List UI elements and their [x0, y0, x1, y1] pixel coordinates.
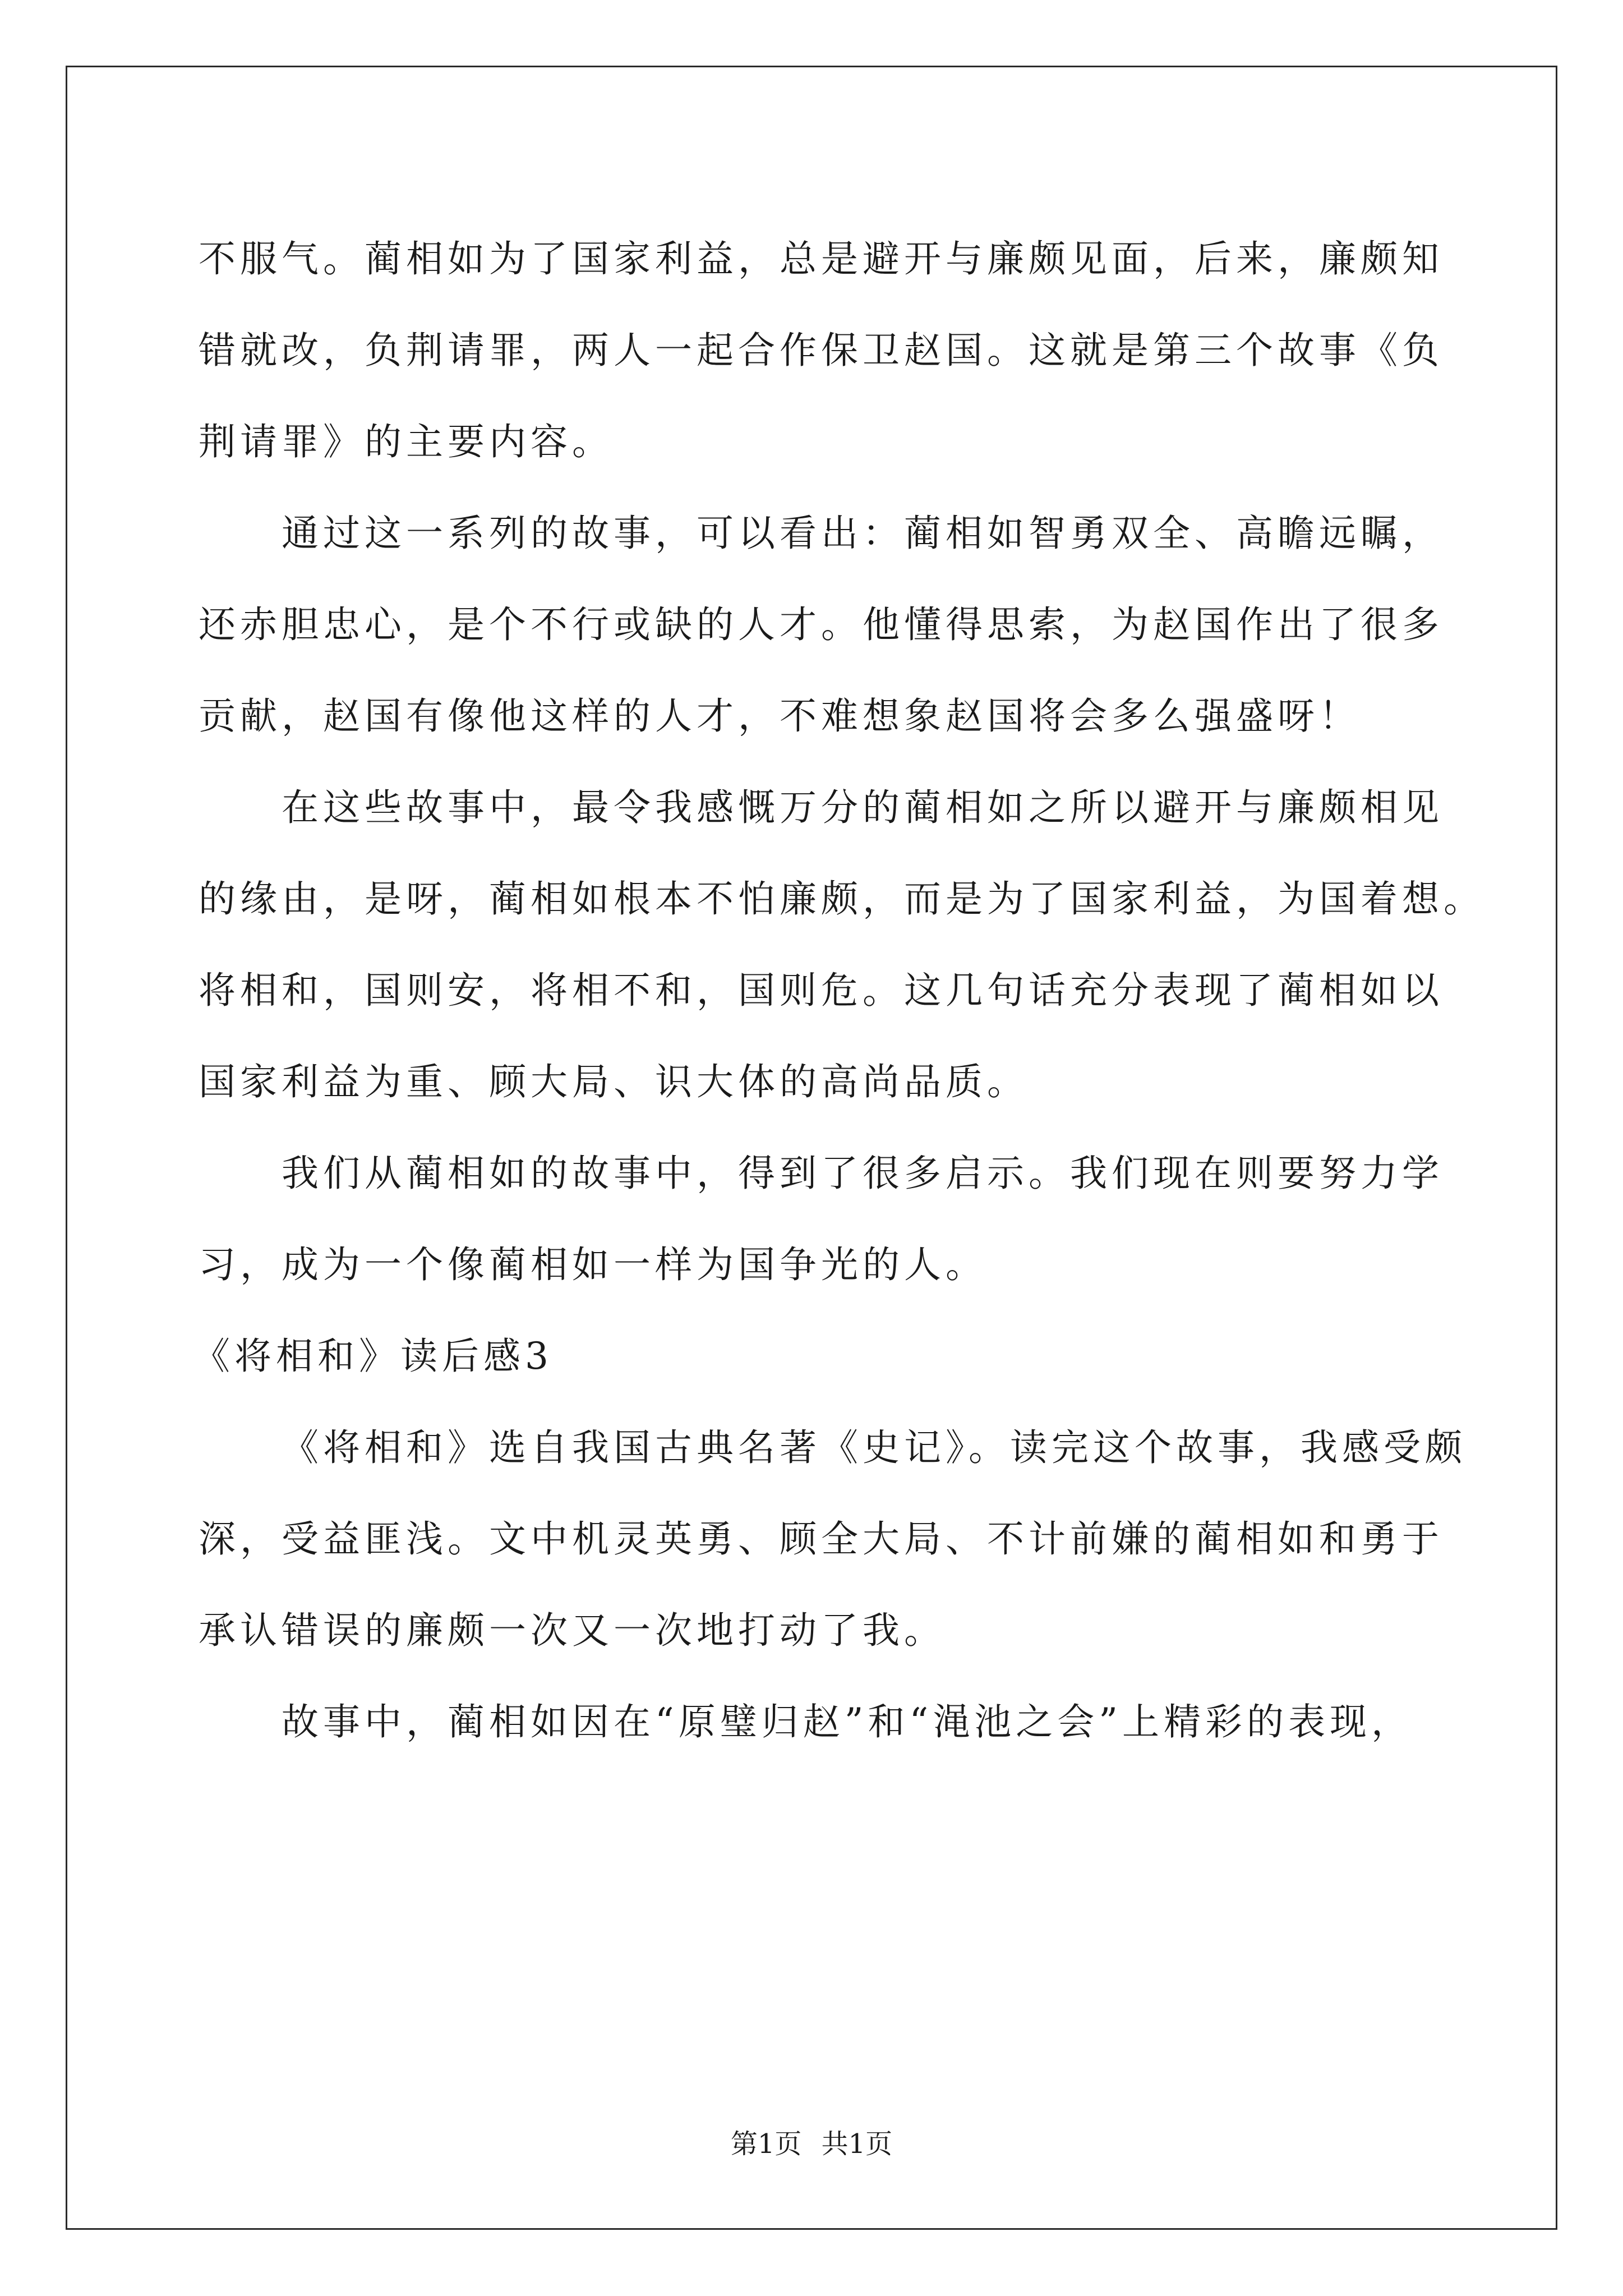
paragraph-start-line: 我们从蔺相如的故事中，得到了很多启示。我们现在则要努力学	[282, 1152, 1444, 1195]
paragraph-start-line: 通过这一系列的故事，可以看出：蔺相如智勇双全、高瞻远瞩，	[282, 512, 1444, 555]
text-line: 承认错误的廉颇一次又一次地打动了我。	[199, 1609, 946, 1652]
page-number: 第1页	[730, 2128, 802, 2160]
page-total: 共1页	[821, 2128, 893, 2160]
text-line: 国家利益为重、顾大局、识大体的高尚品质。	[199, 1060, 1029, 1103]
text-line: 错就改，负荆请罪，两人一起合作保卫赵国。这就是第三个故事《负	[199, 329, 1444, 372]
text-line: 还赤胆忠心，是个不行或缺的人才。他懂得思索，为赵国作出了很多	[199, 603, 1444, 646]
text-line: 习，成为一个像蔺相如一样为国争光的人。	[199, 1243, 987, 1286]
text-line: 荆请罪》的主要内容。	[199, 420, 614, 463]
text-line: 深，受益匪浅。文中机灵英勇、顾全大局、不计前嫌的蔺相如和勇于	[199, 1517, 1444, 1561]
text-line: 贡献，赵国有像他这样的人才，不难想象赵国将会多么强盛呀！	[199, 694, 1361, 738]
paragraph-start-line: 《将相和》选自我国古典名著《史记》。读完这个故事，我感受颇	[282, 1426, 1467, 1469]
text-line: 不服气。蔺相如为了国家利益，总是避开与廉颇见面，后来，廉颇知	[199, 237, 1444, 280]
text-line: 将相和，国则安，将相不和，国则危。这几句话充分表现了蔺相如以	[199, 969, 1444, 1012]
text-line: 的缘由，是呀，蔺相如根本不怕廉颇，而是为了国家利益，为国着想。	[199, 877, 1485, 921]
document-body	[193, 213, 1485, 1768]
page-footer	[0, 2127, 1623, 2161]
paragraph-start-line: 在这些故事中，最令我感慨万分的蔺相如之所以避开与廉颇相见	[282, 786, 1444, 829]
paragraph-start-line: 故事中，蔺相如因在“原璧归赵”和“渑池之会”上精彩的表现，	[282, 1700, 1413, 1743]
section-heading: 《将相和》读后感3	[193, 1335, 553, 1378]
